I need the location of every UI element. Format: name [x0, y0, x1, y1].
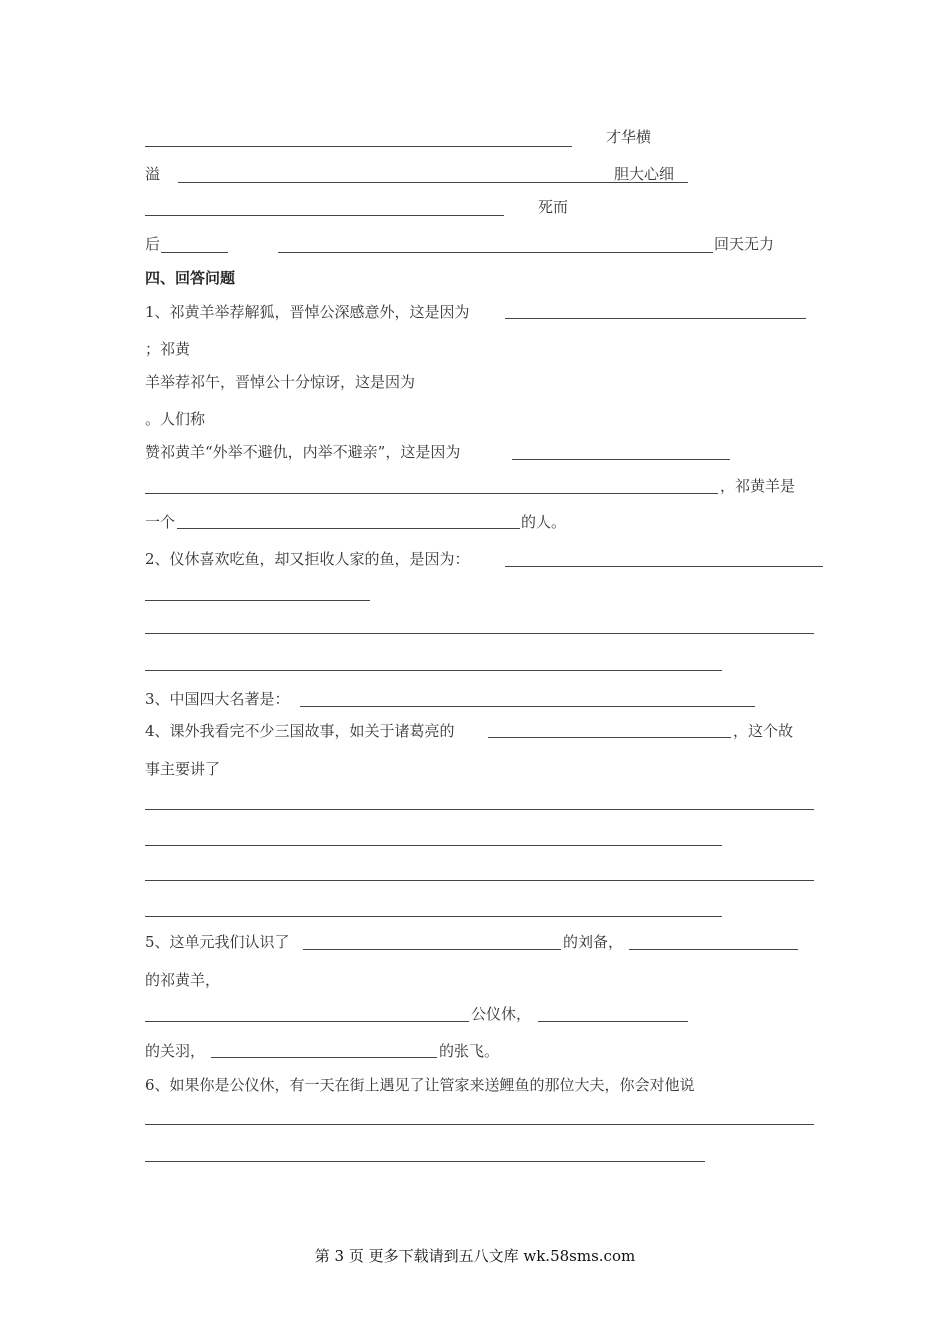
question-text: 的祁黄羊， [145, 971, 221, 989]
answer-line[interactable] [145, 845, 722, 846]
question-text: 事主要讲了 [145, 760, 221, 778]
blank-line[interactable] [177, 528, 520, 529]
blank-line[interactable] [145, 1021, 469, 1022]
question-text: 的人。 [521, 513, 567, 531]
blank-line[interactable] [538, 1021, 688, 1022]
question-text: ，祁黄羊是 [720, 477, 796, 495]
blank-line[interactable] [512, 459, 730, 460]
blank-line[interactable] [505, 566, 823, 567]
question-text: 4、课外我看完不少三国故事，如关于诸葛亮的 [145, 722, 455, 740]
blank-line[interactable] [145, 600, 370, 601]
word-text: 后 [145, 235, 161, 253]
question-text: 2、仪休喜欢吃鱼，却又拒收人家的鱼，是因为： [145, 550, 470, 568]
question-text: 赞祁黄羊“外举不避仇，内举不避亲”，这是因为 [145, 443, 461, 461]
question-text: 6、如果你是公仪休，有一天在街上遇见了让管家来送鲤鱼的那位大夫，你会对他说 [145, 1076, 695, 1094]
blank-line[interactable] [278, 252, 713, 253]
question-text: 羊举荐祁午，晋悼公十分惊讶，这是因为 [145, 373, 416, 391]
question-text: 一个 [145, 513, 176, 531]
question-text: 3、中国四大名著是： [145, 690, 290, 708]
question-text: 5、这单元我们认识了 [145, 933, 290, 951]
answer-line[interactable] [145, 670, 722, 671]
blank-line[interactable] [629, 949, 798, 950]
blank-line[interactable] [211, 1057, 437, 1058]
word-text: 溢 [145, 165, 161, 183]
word-text: 死而 [538, 198, 569, 216]
blank-line[interactable] [145, 215, 504, 216]
blank-line[interactable] [505, 318, 806, 319]
question-text: ；祁黄 [145, 340, 191, 358]
word-text: 才华横 [606, 128, 652, 146]
answer-line[interactable] [145, 1161, 705, 1162]
question-text: 1、祁黄羊举荐解狐，晋悼公深感意外，这是因为 [145, 303, 470, 321]
answer-line[interactable] [145, 633, 814, 634]
question-text: 。人们称 [145, 410, 206, 428]
blank-line[interactable] [178, 182, 688, 183]
word-text: 胆大心细 [614, 165, 675, 183]
question-text: 公仪休， [471, 1005, 532, 1023]
answer-line[interactable] [145, 1124, 814, 1125]
word-text: 回天无力 [714, 235, 775, 253]
blank-line[interactable] [145, 146, 572, 147]
question-text: 的张飞。 [439, 1042, 500, 1060]
blank-line[interactable] [145, 493, 718, 494]
question-text: ，这个故 [733, 722, 794, 740]
answer-line[interactable] [145, 916, 722, 917]
question-text: 的刘备， [563, 933, 624, 951]
question-text: 的关羽， [145, 1042, 206, 1060]
blank-line[interactable] [300, 706, 755, 707]
blank-line[interactable] [161, 252, 228, 253]
answer-line[interactable] [145, 880, 814, 881]
page-footer: 第 3 页 更多下载请到五八文库 wk.58sms.com [314, 1247, 636, 1265]
answer-line[interactable] [145, 809, 814, 810]
blank-line[interactable] [488, 737, 731, 738]
blank-line[interactable] [303, 949, 561, 950]
section-title: 四、回答问题 [145, 269, 236, 287]
